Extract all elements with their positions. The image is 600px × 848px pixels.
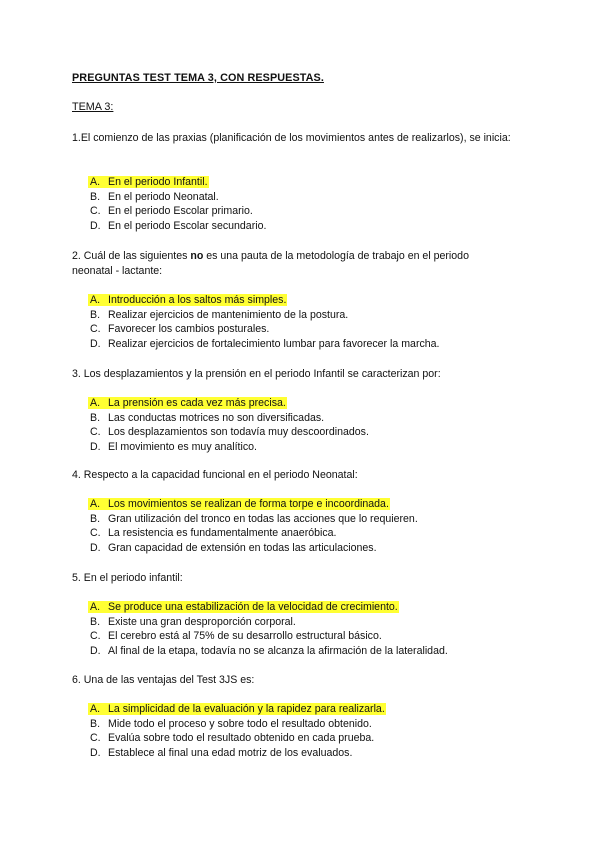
question-4-options: [90, 497, 418, 555]
option-text: Evalúa sobre todo el resultado obtenido en cada prueba.: [108, 732, 375, 745]
answer-highlight: [88, 703, 386, 715]
answer-content: [90, 747, 352, 759]
option-text: Favorecer los cambios posturales.: [108, 323, 270, 336]
option-letter: A.: [90, 397, 101, 409]
option-text: Las conductas motrices no son diversificadas.: [108, 411, 325, 424]
answer-option: [90, 322, 440, 337]
option-text: En el periodo Neonatal.: [108, 190, 219, 203]
option-letter: A.: [90, 601, 101, 613]
option-letter: C.: [90, 323, 101, 336]
option-text: Realizar ejercicios de mantenimiento de la postura.: [108, 308, 349, 321]
answer-option: [90, 308, 440, 323]
option-text: Se produce una estabilización de la velocidad de crecimiento.: [108, 601, 398, 613]
question-3-text: [72, 367, 512, 382]
option-text: Establece al final una edad motriz de los evaluados.: [108, 746, 353, 759]
question-text: 5. En el periodo infantil:: [72, 572, 183, 584]
option-letter: C.: [90, 527, 101, 540]
question-text-continued: es una pauta de la metodología de trabajo en el periodo neonatal - lactante:: [72, 250, 469, 277]
question-5-options: [90, 600, 448, 658]
option-text: El cerebro está al 75% de su desarrollo estructural básico.: [108, 630, 382, 643]
answer-content: [90, 718, 372, 730]
option-letter: A.: [90, 703, 101, 715]
option-text: Los desplazamientos son todavía muy descoordinados.: [108, 426, 369, 439]
option-text: Gran capacidad de extensión en todas las articulaciones.: [108, 541, 377, 554]
option-letter: B.: [90, 615, 101, 628]
answer-content: [90, 338, 440, 350]
option-text: Gran utilización del tronco en todas las acciones que lo requieren.: [108, 512, 418, 525]
answer-option: [90, 541, 418, 556]
option-letter: B.: [90, 308, 101, 321]
option-letter: A.: [90, 498, 101, 510]
option-text: Introducción a los saltos más simples.: [108, 294, 287, 306]
option-text: Los movimientos se realizan de forma torpe e incoordinada.: [108, 498, 389, 510]
answer-content: [90, 441, 257, 453]
answer-option: [90, 512, 418, 527]
correct-answer-option: [90, 175, 266, 190]
answer-highlight: [88, 498, 390, 510]
question-4-text: [72, 468, 512, 483]
option-letter: D.: [90, 337, 101, 350]
correct-answer-option: [90, 293, 440, 308]
answer-content: [90, 220, 266, 232]
answer-option: [90, 629, 448, 644]
option-letter: C.: [90, 205, 101, 218]
answer-content: [90, 513, 418, 525]
question-5-text: [72, 571, 512, 586]
question-1-text: [72, 131, 512, 146]
option-letter: D.: [90, 440, 101, 453]
answer-content: [90, 630, 382, 642]
option-text: En el periodo Escolar primario.: [108, 205, 253, 218]
answer-option: [90, 219, 266, 234]
correct-answer-option: [90, 702, 386, 717]
question-2-text: [72, 249, 512, 279]
answer-content: [90, 412, 324, 424]
answer-content: [90, 205, 253, 217]
option-letter: A.: [90, 294, 101, 306]
option-text: La resistencia es fundamentalmente anaeróbica.: [108, 527, 337, 540]
question-2-options: [90, 293, 440, 351]
answer-option: [90, 717, 386, 732]
answer-content: [90, 542, 377, 554]
answer-option: [90, 204, 266, 219]
option-text: Al final de la etapa, todavía no se alcanza la afirmación de la lateralidad.: [108, 644, 448, 657]
option-letter: B.: [90, 411, 101, 424]
question-text: 3. Los desplazamientos y la prensión en el periodo Infantil se caracterizan por:: [72, 368, 441, 380]
section-heading: TEMA 3:: [72, 101, 114, 113]
question-6-options: [90, 702, 386, 760]
answer-content: [90, 426, 369, 438]
option-text: En el periodo Infantil.: [108, 176, 208, 188]
option-text: Existe una gran desproporción corporal.: [108, 615, 296, 628]
option-letter: B.: [90, 717, 101, 730]
option-text: Realizar ejercicios de fortalecimiento lumbar para favorecer la marcha.: [108, 337, 440, 350]
option-text: El movimiento es muy analítico.: [108, 440, 257, 453]
answer-option: [90, 425, 369, 440]
answer-content: [90, 191, 219, 203]
option-letter: B.: [90, 512, 101, 525]
answer-option: [90, 440, 369, 455]
option-letter: A.: [90, 176, 101, 188]
answer-option: [90, 337, 440, 352]
answer-content: [90, 616, 296, 628]
option-letter: D.: [90, 541, 101, 554]
option-letter: D.: [90, 746, 101, 759]
option-letter: C.: [90, 732, 101, 745]
answer-option: [90, 411, 369, 426]
answer-highlight: [88, 601, 399, 613]
correct-answer-option: [90, 497, 418, 512]
question-text: 6. Una de las ventajas del Test 3JS es:: [72, 674, 255, 686]
answer-highlight: [88, 397, 287, 409]
answer-option: [90, 644, 448, 659]
answer-content: [90, 323, 269, 335]
question-text: 2. Cuál de las siguientes: [72, 250, 191, 262]
option-letter: C.: [90, 426, 101, 439]
correct-answer-option: [90, 600, 448, 615]
answer-option: [90, 746, 386, 761]
answer-option: [90, 615, 448, 630]
option-letter: D.: [90, 219, 101, 232]
answer-option: [90, 190, 266, 205]
answer-option: [90, 731, 386, 746]
question-3-options: [90, 396, 369, 454]
question-1-options: [90, 175, 266, 233]
answer-content: [90, 309, 348, 321]
option-text: La prensión es cada vez más precisa.: [108, 397, 286, 409]
option-text: Mide todo el proceso y sobre todo el resultado obtenido.: [108, 717, 372, 730]
answer-highlight: [88, 176, 209, 188]
answer-highlight: [88, 294, 287, 306]
option-letter: C.: [90, 630, 101, 643]
question-text: 1.El comienzo de las praxias (planificación de los movimientos antes de realizarlos), se inicia:: [72, 132, 511, 144]
answer-content: [90, 645, 448, 657]
option-text: La simplicidad de la evaluación y la rapidez para realizarla.: [108, 703, 385, 715]
question-emphasis: no: [190, 250, 204, 262]
correct-answer-option: [90, 396, 369, 411]
answer-content: [90, 527, 337, 539]
answer-option: [90, 526, 418, 541]
question-text: 4. Respecto a la capacidad funcional en el periodo Neonatal:: [72, 469, 358, 481]
document-title: PREGUNTAS TEST TEMA 3, CON RESPUESTAS.: [72, 72, 324, 84]
question-6-text: [72, 673, 512, 688]
option-letter: D.: [90, 644, 101, 657]
option-letter: B.: [90, 190, 101, 203]
answer-content: [90, 732, 374, 744]
option-text: En el periodo Escolar secundario.: [108, 219, 267, 232]
